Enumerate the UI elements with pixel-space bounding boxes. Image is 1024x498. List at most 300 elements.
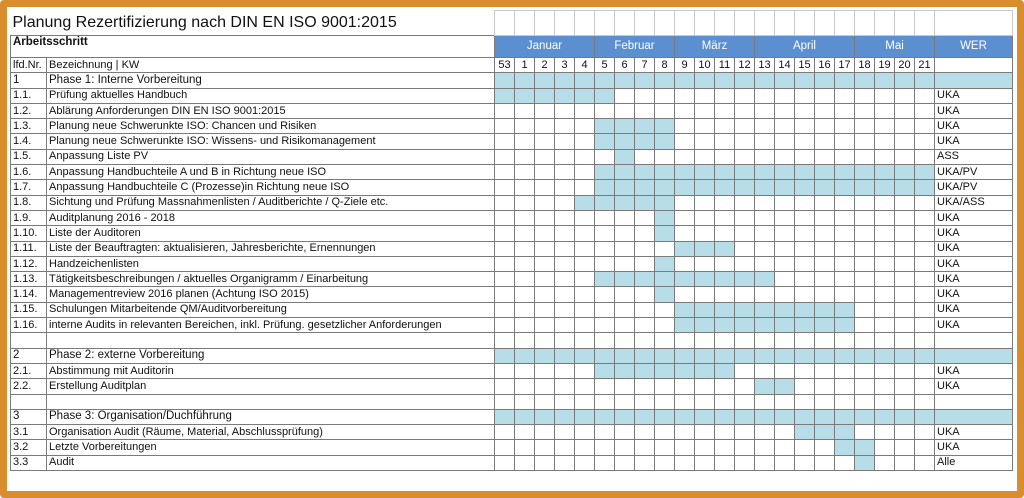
gantt-cell	[535, 180, 555, 195]
gantt-cell	[615, 440, 635, 455]
gantt-cell	[915, 256, 935, 271]
row-description: Planung neue Schwerunkte ISO: Wissens- und Risikomanagement	[47, 134, 495, 149]
gantt-cell	[895, 287, 915, 302]
gantt-cell	[895, 333, 915, 348]
gantt-cell	[735, 195, 755, 210]
gantt-cell	[755, 73, 775, 88]
gantt-cell	[715, 134, 735, 149]
gantt-bar-cell	[535, 88, 555, 103]
gantt-bar-cell	[675, 302, 695, 317]
gantt-cell	[895, 363, 915, 378]
gantt-cell	[655, 348, 675, 363]
row-number: 1.3.	[11, 119, 47, 134]
gantt-bar-cell	[675, 363, 695, 378]
gantt-cell	[755, 195, 775, 210]
gantt-bar-cell	[795, 180, 815, 195]
row-description: Abstimmung mit Auditorin	[47, 363, 495, 378]
gantt-cell	[615, 348, 635, 363]
gantt-cell	[815, 455, 835, 470]
gantt-bar-cell	[775, 180, 795, 195]
gantt-bar-cell	[835, 425, 855, 440]
gantt-cell	[595, 287, 615, 302]
gantt-cell	[875, 425, 895, 440]
gantt-cell	[515, 440, 535, 455]
gantt-cell	[735, 425, 755, 440]
gantt-cell	[915, 88, 935, 103]
gantt-bar-cell	[595, 165, 615, 180]
row-description: Prüfung aktuelles Handbuch	[47, 88, 495, 103]
row-owner: UKA	[935, 241, 1013, 256]
gantt-cell	[655, 103, 675, 118]
row-description: Anpassung Liste PV	[47, 149, 495, 164]
gantt-cell	[595, 73, 615, 88]
gantt-bar-cell	[695, 302, 715, 317]
gantt-cell	[515, 425, 535, 440]
gantt-cell	[835, 119, 855, 134]
gantt-cell	[535, 455, 555, 470]
gantt-cell	[835, 455, 855, 470]
row-description: Tätigkeitsbeschreibungen / aktuelles Organigramm / Einarbeitung	[47, 272, 495, 287]
gantt-bar-cell	[735, 272, 755, 287]
gantt-cell	[575, 241, 595, 256]
gantt-cell	[835, 73, 855, 88]
gantt-cell	[715, 73, 735, 88]
gantt-cell	[875, 256, 895, 271]
gantt-cell	[895, 241, 915, 256]
month-februar: Februar	[595, 36, 675, 58]
gantt-cell	[715, 210, 735, 225]
gantt-bar-cell	[875, 180, 895, 195]
gantt-cell	[575, 409, 595, 424]
section-label: Arbeitsschritt	[11, 36, 495, 58]
row-number: 1.4.	[11, 134, 47, 149]
gantt-bar-cell	[655, 287, 675, 302]
table-row	[11, 210, 1013, 225]
gantt-cell	[535, 210, 555, 225]
gantt-table	[10, 10, 1013, 471]
gantt-cell	[595, 241, 615, 256]
gantt-cell	[555, 425, 575, 440]
gantt-cell	[515, 333, 535, 348]
gantt-cell	[895, 88, 915, 103]
gantt-cell	[795, 88, 815, 103]
row-number: 1.11.	[11, 241, 47, 256]
gantt-bar-cell	[835, 165, 855, 180]
gantt-cell	[615, 333, 635, 348]
gantt-cell	[555, 302, 575, 317]
row-description: Sichtung und Prüfung Massnahmenlisten / Auditberichte / Q-Ziele etc.	[47, 195, 495, 210]
gantt-cell	[715, 409, 735, 424]
gantt-bar-cell	[815, 318, 835, 333]
gantt-cell	[615, 88, 635, 103]
gantt-cell	[735, 241, 755, 256]
gantt-cell	[575, 210, 595, 225]
gantt-cell	[515, 256, 535, 271]
gantt-cell	[695, 73, 715, 88]
gantt-cell	[655, 302, 675, 317]
week-header: 13	[755, 58, 775, 73]
gantt-cell	[655, 149, 675, 164]
gantt-cell	[535, 363, 555, 378]
gantt-cell	[555, 165, 575, 180]
gantt-bar-cell	[735, 165, 755, 180]
gantt-bar-cell	[575, 195, 595, 210]
gantt-cell	[535, 134, 555, 149]
gantt-cell	[895, 73, 915, 88]
gantt-cell	[695, 256, 715, 271]
row-number: 1.7.	[11, 180, 47, 195]
gantt-cell	[795, 287, 815, 302]
gantt-cell	[555, 149, 575, 164]
gantt-cell	[535, 394, 555, 409]
gantt-bar-cell	[655, 180, 675, 195]
gantt-bar-cell	[855, 165, 875, 180]
gantt-cell	[755, 210, 775, 225]
row-description: Liste der Beauftragten: aktualisieren, Jahresberichte, Ernennungen	[47, 241, 495, 256]
phase-row	[11, 409, 1013, 424]
gantt-bar-cell	[595, 363, 615, 378]
gantt-cell	[855, 103, 875, 118]
week-header: 11	[715, 58, 735, 73]
gantt-bar-cell	[815, 180, 835, 195]
gantt-cell	[535, 287, 555, 302]
row-description: Anpassung Handbuchteile C (Prozesse)in Richtung neue ISO	[47, 180, 495, 195]
gantt-cell	[635, 149, 655, 164]
row-owner	[935, 73, 1013, 88]
gantt-cell	[535, 379, 555, 394]
gantt-bar-cell	[755, 165, 775, 180]
gantt-cell	[575, 73, 595, 88]
gantt-cell	[715, 394, 735, 409]
gantt-cell	[675, 425, 695, 440]
gantt-cell	[575, 333, 595, 348]
gantt-cell	[635, 409, 655, 424]
gantt-bar-cell	[795, 302, 815, 317]
gantt-cell	[735, 149, 755, 164]
gantt-cell	[515, 455, 535, 470]
gantt-cell	[775, 394, 795, 409]
gantt-cell	[715, 195, 735, 210]
gantt-cell	[715, 440, 735, 455]
gantt-cell	[515, 379, 535, 394]
week-header: 6	[615, 58, 635, 73]
gantt-cell	[835, 333, 855, 348]
gantt-cell	[835, 409, 855, 424]
gantt-bar-cell	[915, 180, 935, 195]
gantt-cell	[835, 88, 855, 103]
gantt-bar-cell	[615, 134, 635, 149]
gantt-cell	[815, 379, 835, 394]
gantt-cell	[875, 73, 895, 88]
week-header: 21	[915, 58, 935, 73]
gantt-cell	[515, 195, 535, 210]
gantt-cell	[855, 363, 875, 378]
gantt-cell	[895, 409, 915, 424]
row-number: 1.12.	[11, 256, 47, 271]
gantt-cell	[675, 226, 695, 241]
gantt-cell	[835, 348, 855, 363]
gantt-cell	[495, 103, 515, 118]
wer-header: WER	[935, 36, 1013, 58]
gantt-cell	[495, 363, 515, 378]
gantt-cell	[855, 88, 875, 103]
row-owner	[935, 333, 1013, 348]
gantt-cell	[515, 180, 535, 195]
gantt-cell	[715, 455, 735, 470]
gantt-cell	[735, 440, 755, 455]
gantt-cell	[875, 226, 895, 241]
gantt-cell	[795, 103, 815, 118]
row-description: Planung neue Schwerunkte ISO: Chancen und Risiken	[47, 119, 495, 134]
gantt-cell	[555, 348, 575, 363]
gantt-cell	[735, 88, 755, 103]
gantt-bar-cell	[615, 119, 635, 134]
gantt-bar-cell	[715, 241, 735, 256]
row-description: Organisation Audit (Räume, Material, Abschlussprüfung)	[47, 425, 495, 440]
gantt-cell	[675, 73, 695, 88]
gantt-bar-cell	[615, 363, 635, 378]
gantt-cell	[675, 409, 695, 424]
gantt-cell	[795, 333, 815, 348]
gantt-cell	[775, 88, 795, 103]
gantt-cell	[875, 149, 895, 164]
gantt-cell	[495, 149, 515, 164]
gantt-cell	[855, 394, 875, 409]
gantt-cell	[695, 134, 715, 149]
gantt-cell	[615, 409, 635, 424]
gantt-cell	[595, 440, 615, 455]
gantt-cell	[635, 348, 655, 363]
row-owner: UKA	[935, 272, 1013, 287]
gantt-cell	[775, 226, 795, 241]
week-header: 19	[875, 58, 895, 73]
gantt-cell	[775, 348, 795, 363]
gantt-cell	[695, 88, 715, 103]
gantt-bar-cell	[695, 165, 715, 180]
gantt-cell	[495, 318, 515, 333]
gantt-cell	[775, 440, 795, 455]
row-description: Anpassung Handbuchteile A und B in Richtung neue ISO	[47, 165, 495, 180]
gantt-cell	[855, 134, 875, 149]
gantt-cell	[675, 149, 695, 164]
gantt-cell	[835, 256, 855, 271]
gantt-cell	[635, 226, 655, 241]
gantt-bar-cell	[675, 318, 695, 333]
gantt-cell	[535, 318, 555, 333]
gantt-cell	[555, 363, 575, 378]
gantt-cell	[535, 302, 555, 317]
table-row	[11, 363, 1013, 378]
gantt-cell	[555, 119, 575, 134]
gantt-bar-cell	[655, 363, 675, 378]
gantt-cell	[615, 256, 635, 271]
page-title: Planung Rezertifizierung nach DIN EN ISO 9001:2015	[12, 14, 397, 32]
gantt-cell	[915, 272, 935, 287]
week-header: 9	[675, 58, 695, 73]
gantt-cell	[915, 348, 935, 363]
gantt-cell	[535, 333, 555, 348]
table-row	[11, 241, 1013, 256]
row-number: 1.5.	[11, 149, 47, 164]
gantt-cell	[615, 455, 635, 470]
gantt-cell	[575, 226, 595, 241]
gantt-cell	[795, 195, 815, 210]
row-description: Phase 1: Interne Vorbereitung	[47, 73, 495, 88]
gantt-cell	[595, 149, 615, 164]
gantt-cell	[755, 256, 775, 271]
table-row	[11, 379, 1013, 394]
gantt-cell	[755, 226, 775, 241]
gantt-cell	[495, 165, 515, 180]
gantt-cell	[815, 226, 835, 241]
gantt-cell	[695, 195, 715, 210]
gantt-cell	[755, 287, 775, 302]
row-number: 1.16.	[11, 318, 47, 333]
gantt-cell	[635, 455, 655, 470]
gantt-cell	[915, 73, 935, 88]
gantt-cell	[915, 210, 935, 225]
gantt-cell	[775, 256, 795, 271]
gantt-cell	[675, 210, 695, 225]
gantt-cell	[795, 226, 815, 241]
gantt-cell	[795, 409, 815, 424]
gantt-bar-cell	[875, 165, 895, 180]
gantt-cell	[655, 409, 675, 424]
gantt-cell	[875, 195, 895, 210]
gantt-cell	[795, 256, 815, 271]
gantt-cell	[755, 363, 775, 378]
gantt-bar-cell	[655, 195, 675, 210]
gantt-cell	[615, 394, 635, 409]
gantt-bar-cell	[635, 272, 655, 287]
gantt-cell	[815, 363, 835, 378]
gantt-bar-cell	[855, 440, 875, 455]
gantt-cell	[735, 73, 755, 88]
gantt-cell	[635, 379, 655, 394]
gantt-cell	[735, 287, 755, 302]
gantt-bar-cell	[515, 88, 535, 103]
gantt-cell	[815, 440, 835, 455]
gantt-cell	[675, 256, 695, 271]
gantt-bar-cell	[635, 195, 655, 210]
gantt-cell	[575, 165, 595, 180]
gantt-cell	[695, 149, 715, 164]
gantt-cell	[915, 409, 935, 424]
gantt-cell	[555, 455, 575, 470]
gantt-cell	[835, 394, 855, 409]
gantt-cell	[915, 440, 935, 455]
gantt-cell	[555, 73, 575, 88]
row-owner: UKA	[935, 134, 1013, 149]
gantt-cell	[515, 272, 535, 287]
gantt-cell	[695, 287, 715, 302]
gantt-cell	[915, 149, 935, 164]
gantt-cell	[655, 379, 675, 394]
gantt-cell	[915, 379, 935, 394]
gantt-cell	[735, 333, 755, 348]
gantt-cell	[915, 241, 935, 256]
gantt-cell	[595, 425, 615, 440]
row-owner: Alle	[935, 455, 1013, 470]
gantt-cell	[675, 119, 695, 134]
gantt-cell	[775, 119, 795, 134]
gantt-cell	[755, 440, 775, 455]
gantt-cell	[815, 348, 835, 363]
gantt-bar-cell	[775, 165, 795, 180]
row-owner: UKA/PV	[935, 180, 1013, 195]
gantt-cell	[835, 149, 855, 164]
gantt-cell	[595, 379, 615, 394]
table-row	[11, 440, 1013, 455]
gantt-bar-cell	[675, 180, 695, 195]
table-row	[11, 149, 1013, 164]
week-header: 14	[775, 58, 795, 73]
gantt-cell	[915, 134, 935, 149]
gantt-bar-cell	[915, 165, 935, 180]
gantt-cell	[755, 348, 775, 363]
gantt-cell	[575, 302, 595, 317]
gantt-cell	[655, 241, 675, 256]
gantt-cell	[675, 333, 695, 348]
gantt-cell	[635, 425, 655, 440]
table-row	[11, 287, 1013, 302]
row-owner: UKA	[935, 379, 1013, 394]
gantt-cell	[695, 425, 715, 440]
gantt-bar-cell	[675, 165, 695, 180]
table-row	[11, 226, 1013, 241]
gantt-cell	[795, 210, 815, 225]
row-description	[47, 333, 495, 348]
gantt-cell	[515, 241, 535, 256]
gantt-bar-cell	[695, 241, 715, 256]
gantt-cell	[895, 440, 915, 455]
gantt-cell	[515, 134, 535, 149]
row-number: 3.3	[11, 455, 47, 470]
gantt-cell	[535, 256, 555, 271]
gantt-cell	[815, 409, 835, 424]
gantt-bar-cell	[615, 195, 635, 210]
gantt-cell	[495, 379, 515, 394]
gantt-cell	[735, 119, 755, 134]
gantt-bar-cell	[675, 272, 695, 287]
gantt-cell	[915, 226, 935, 241]
gantt-cell	[895, 134, 915, 149]
gantt-cell	[795, 363, 815, 378]
gantt-bar-cell	[835, 318, 855, 333]
gantt-cell	[555, 134, 575, 149]
gantt-bar-cell	[655, 134, 675, 149]
gantt-cell	[855, 195, 875, 210]
gantt-cell	[875, 455, 895, 470]
gantt-cell	[855, 348, 875, 363]
gantt-cell	[655, 88, 675, 103]
gantt-cell	[695, 226, 715, 241]
row-number: 1.13.	[11, 272, 47, 287]
gantt-cell	[775, 210, 795, 225]
gantt-cell	[575, 180, 595, 195]
gantt-cell	[715, 149, 735, 164]
gantt-cell	[595, 455, 615, 470]
gantt-cell	[835, 287, 855, 302]
gantt-cell	[515, 165, 535, 180]
gantt-cell	[535, 440, 555, 455]
gantt-bar-cell	[615, 272, 635, 287]
gantt-cell	[715, 103, 735, 118]
gantt-cell	[495, 425, 515, 440]
gantt-cell	[575, 256, 595, 271]
gantt-bar-cell	[715, 180, 735, 195]
gantt-cell	[675, 134, 695, 149]
